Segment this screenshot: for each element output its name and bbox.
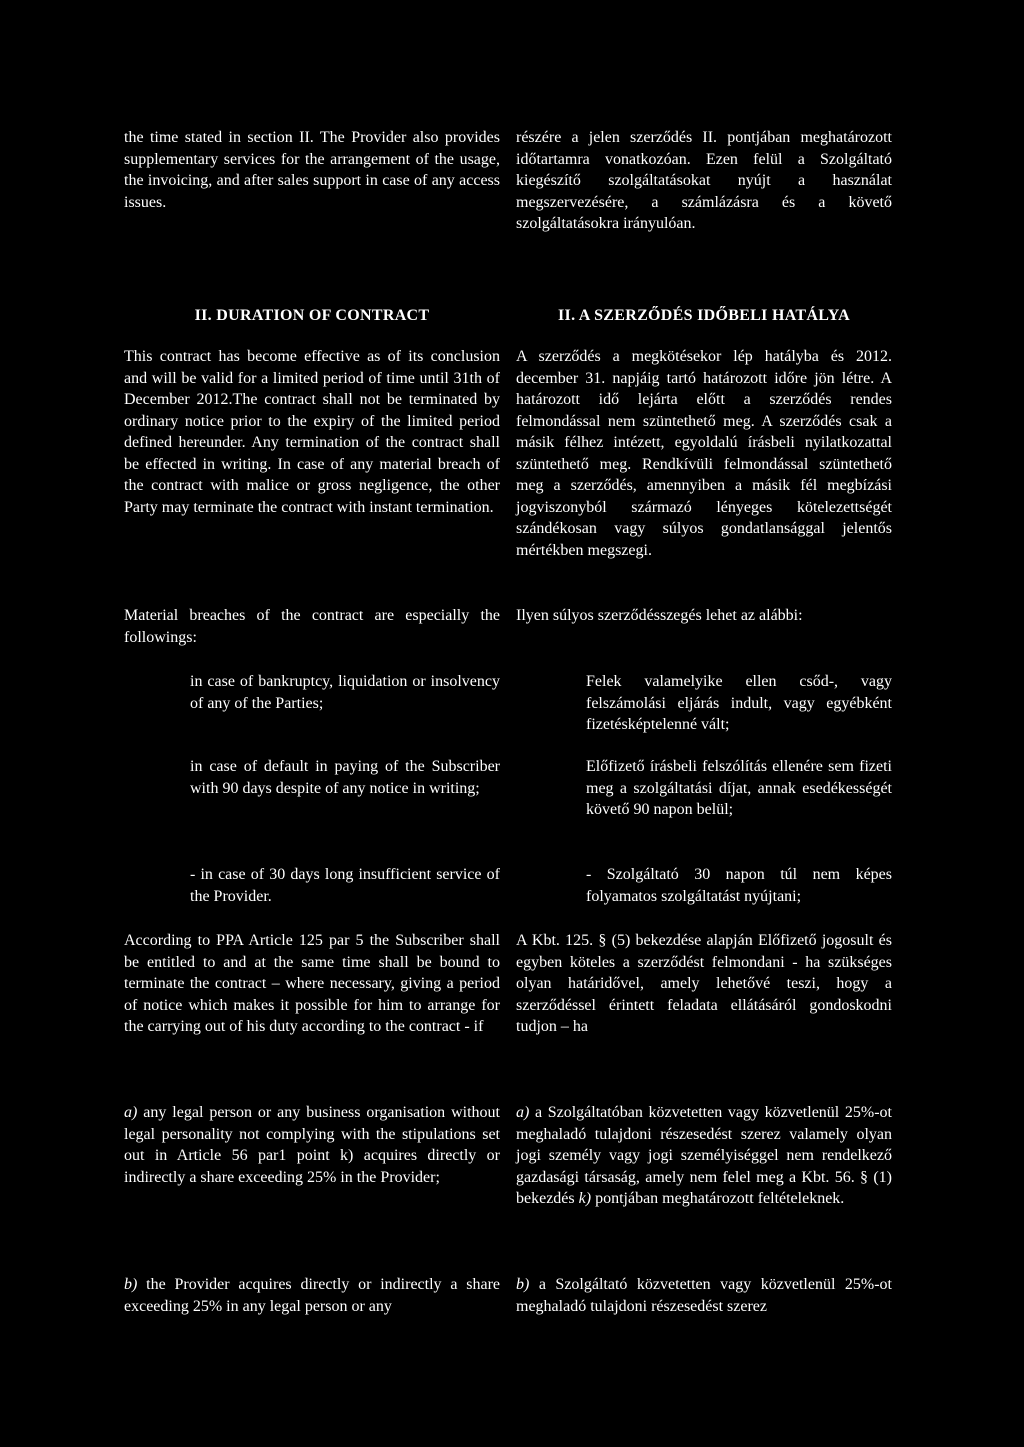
point-a-text: any legal person or any business organisation without legal personality not complying with the stipulations set out in Article 56 par1 point k) acquires directly or indirectly a share exceeding 25% in the Provider; — [124, 1104, 500, 1186]
paragraph-hu-kbt: A Kbt. 125. § (5) bekezdése alapján Előfizető jogosult és egyben köteles a szerződést felmondani - ha szükséges olyan határidővel, amely lehetővé teszi, hogy a szerződéssel érintett feladata ellátásáról gondoskodni tudjon – ha — [516, 932, 892, 1035]
paragraph-hu-point-a — [516, 1102, 892, 1210]
list-item-en-bankruptcy: in case of bankruptcy, liquidation or insolvency of any of the Parties; — [190, 673, 500, 712]
list-item-en-default: in case of default in paying of the Subscriber with 90 days despite of any notice in writing; — [190, 758, 500, 797]
point-b-text: the Provider acquires directly or indirectly a share exceeding 25% in any legal person or any — [124, 1276, 500, 1315]
paragraph-hu-intro: részére a jelen szerződés II. pontjában meghatározott időtartamra vonatkozóan. Ezen felül a Szolgáltató kiegészítő szolgáltatásokat nyújt a használat megszervezésére, a számlázásra és a követő szolgáltatásokra irányulóan. — [516, 129, 892, 232]
paragraph-hu-breaches: Ilyen súlyos szerződésszegés lehet az alábbi: — [516, 607, 803, 624]
list-item-hu-service: - Szolgáltató 30 napon túl nem képes folyamatos szolgáltatást nyújtani; — [586, 866, 892, 905]
paragraph-en-breaches: Material breaches of the contract are especially the followings: — [124, 607, 500, 646]
paragraph-en-intro: the time stated in section II. The Provider also provides supplementary services for the arrangement of the usage, the invoicing, and after sales support in case of any access issues. — [124, 129, 500, 211]
paragraph-hu-point-b — [516, 1274, 892, 1317]
paragraph-en-ppa: According to PPA Article 125 par 5 the Subscriber shall be entitled to and at the same time shall be bound to terminate the contract – where necessary, giving a period of notice which makes it possible for him to arrange for the carrying out of his duty according to the contract - if — [124, 932, 500, 1035]
section-heading-en: II. DURATION OF CONTRACT — [194, 307, 430, 324]
paragraph-hu-duration: A szerződés a megkötésekor lép hatályba és 2012. december 31. napjáig tartó határozott időre jön létre. A határozott idő lejárta előtt a szerződés rendes felmondással nem szüntethető meg. A szerződés csak a másik félhez intézett, egyoldalú írásbeli nyilatkozattal szüntethető meg. Rendkívüli felmondással szüntethető meg a szerződés, amennyiben a másik fél megbízási jogviszonyból származó lényeges kötelezettségét szándékosan vagy súlyos gondatlansággal jelentős mértékben megszegi. — [516, 348, 892, 559]
point-b-marker: b) — [516, 1276, 530, 1293]
list-item-en-service: - in case of 30 days long insufficient service of the Provider. — [190, 866, 500, 905]
point-a-marker: a) — [516, 1104, 530, 1121]
section-heading-hu: II. A SZERZŐDÉS IDŐBELI HATÁLYA — [558, 307, 850, 324]
paragraph-en-point-a — [124, 1102, 500, 1188]
point-b-marker: b) — [124, 1276, 138, 1293]
paragraph-en-point-b — [124, 1274, 500, 1317]
point-k-marker: k) — [578, 1190, 592, 1207]
list-item-hu-default: Előfizető írásbeli felszólítás ellenére sem fizeti meg a szolgáltatási díjat, annak esedékességét követő 90 napon belül; — [586, 758, 892, 818]
paragraph-en-duration: This contract has become effective as of its conclusion and will be valid for a limited period of time until 31th of December 2012.The contract shall not be terminated by ordinary notice prior to the expiry of the limited period defined hereunder. Any termination of the contract shall be effected in writing. In case of any material breach of the contract with malice or gross negligence, the other Party may terminate the contract with instant termination. — [124, 348, 500, 516]
point-a-text: a Szolgáltatóban közvetetten vagy közvetlenül 25%-ot meghaladó tulajdoni részesedést szerez valamely olyan jogi személy vagy jogi személyiséggel nem rendelkező gazdasági társaság, amely nem felel meg a Kbt. 56. § (1) bekezdés — [516, 1104, 892, 1207]
list-item-hu-bankruptcy: Felek valamelyike ellen csőd-, vagy felszámolási eljárás indult, vagy egyébként fizetésképtelenné vált; — [586, 673, 892, 733]
point-a-text-end: pontjában meghatározott feltételeknek. — [591, 1190, 845, 1207]
point-a-marker: a) — [124, 1104, 138, 1121]
point-b-text: a Szolgáltató közvetetten vagy közvetlenül 25%-ot meghaladó tulajdoni részesedést szerez — [516, 1276, 892, 1315]
